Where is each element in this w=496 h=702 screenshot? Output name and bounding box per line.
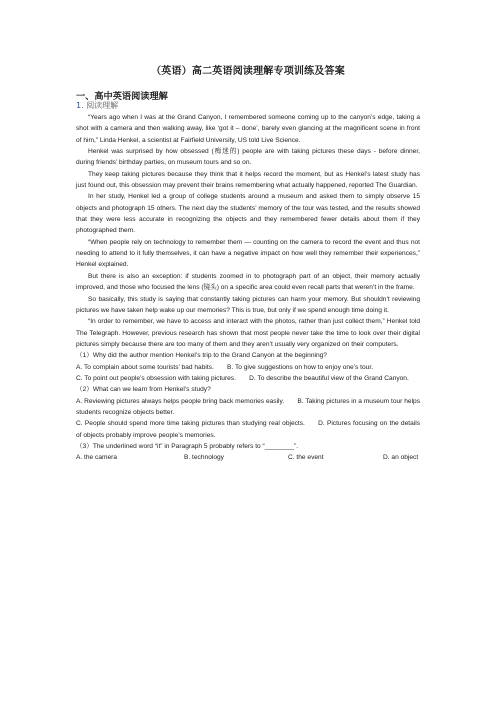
question-stem: （3）The underlined word “it” in Paragraph 5 probably refers to “________”. [76, 442, 299, 450]
answer-option: A. the camera [76, 454, 118, 462]
answer-options: A. To complain about some tourists’ bad habits. B. To give suggestions on how to enjoy one’s tour. [76, 363, 374, 371]
question-number: 1. [76, 101, 84, 110]
answer-option: B. technology [184, 454, 224, 462]
paragraph: In her study, Henkel led a group of college students around a museum and asked them to simply observe 15 objects and photograph 15 others. The next day the students’ memory of the tour was tested, and the results showed that they were less accurate in recognizing the objects and they remembered fewer details about them if they photographed them. [76, 193, 420, 235]
question-stem: （2）What can we learn from Henkel’s study? [76, 386, 211, 394]
document-title: （英语）高二英语阅读理解专项训练及答案 [151, 66, 345, 77]
paragraph: Henkel was surprised by how obsessed (痴迷的) people are with taking pictures these days - before dinner, during friends’ birthday parties, on museum tours and so on. [76, 148, 420, 167]
question-label: 阅读理解 [86, 101, 119, 110]
paragraph: “Years ago when I was at the Grand Canyon, I remembered someone coming up to the canyon’s edge, taking a shot with a camera and then walking away, like ‘got it – done’, barely even glancing at the magnificent scene in front of him,” Linda Henkel, a scientist at Fairfield University, US told Live Science. [76, 114, 420, 144]
section-heading: 一、高中英语阅读理解 [76, 91, 168, 102]
answer-option: D. an object [383, 454, 419, 462]
answer-option: C. the event [288, 454, 324, 462]
answer-options: C. To point out people’s obsession with taking pictures. D. To describe the beautiful view of the Grand Canyon. [76, 374, 409, 382]
question-heading [76, 100, 118, 111]
paragraph: “In order to remember, we have to access and interact with the photos, rather than just collect them,” Henkel told The Telegraph. However, previous research has shown that most people never take the time to look over their digital pictures simply because there are too many of them and they aren’t usually very organized on their computers. [76, 318, 420, 348]
answer-options-row [76, 452, 420, 463]
paragraph: “When people rely on technology to remember them — counting on the camera to record the event and thus not needing to attend to it fully themselves, it can have a negative impact on how well they remember their experiences,” Henkel explained. [76, 238, 420, 269]
answer-options: A. Reviewing pictures always helps people bring back memories easily. B. Taking pictures in a museum tour helps students recognize objects better. [76, 397, 420, 416]
paragraph: So basically, this study is saying that constantly taking pictures can harm your memory. But shouldn’t reviewing pictures we have taken help wake up our memories? This is true, but only if we spend enough time doing it. [76, 295, 420, 314]
paragraph: They keep taking pictures because they think that it helps record the moment, but as Henkel’s latest study has just found out, this obsession may prevent their brains remembering what actually happened, reported The Guardian. [76, 170, 420, 190]
reading-passage [76, 112, 420, 464]
question-stem: （1）Why did the author mention Henkel’s trip to the Grand Canyon at the beginning? [76, 352, 327, 360]
paragraph: But there is also an exception: if students zoomed in to photograph part of an object, their memory actually improved, and those who focused the lens (镜头) on a specific area could even recall parts that weren’t in the frame. [76, 272, 420, 292]
answer-options: C. People should spend more time taking pictures than studying real objects. D. Pictures focusing on the details of objects probably improve people’s memories. [76, 420, 420, 439]
